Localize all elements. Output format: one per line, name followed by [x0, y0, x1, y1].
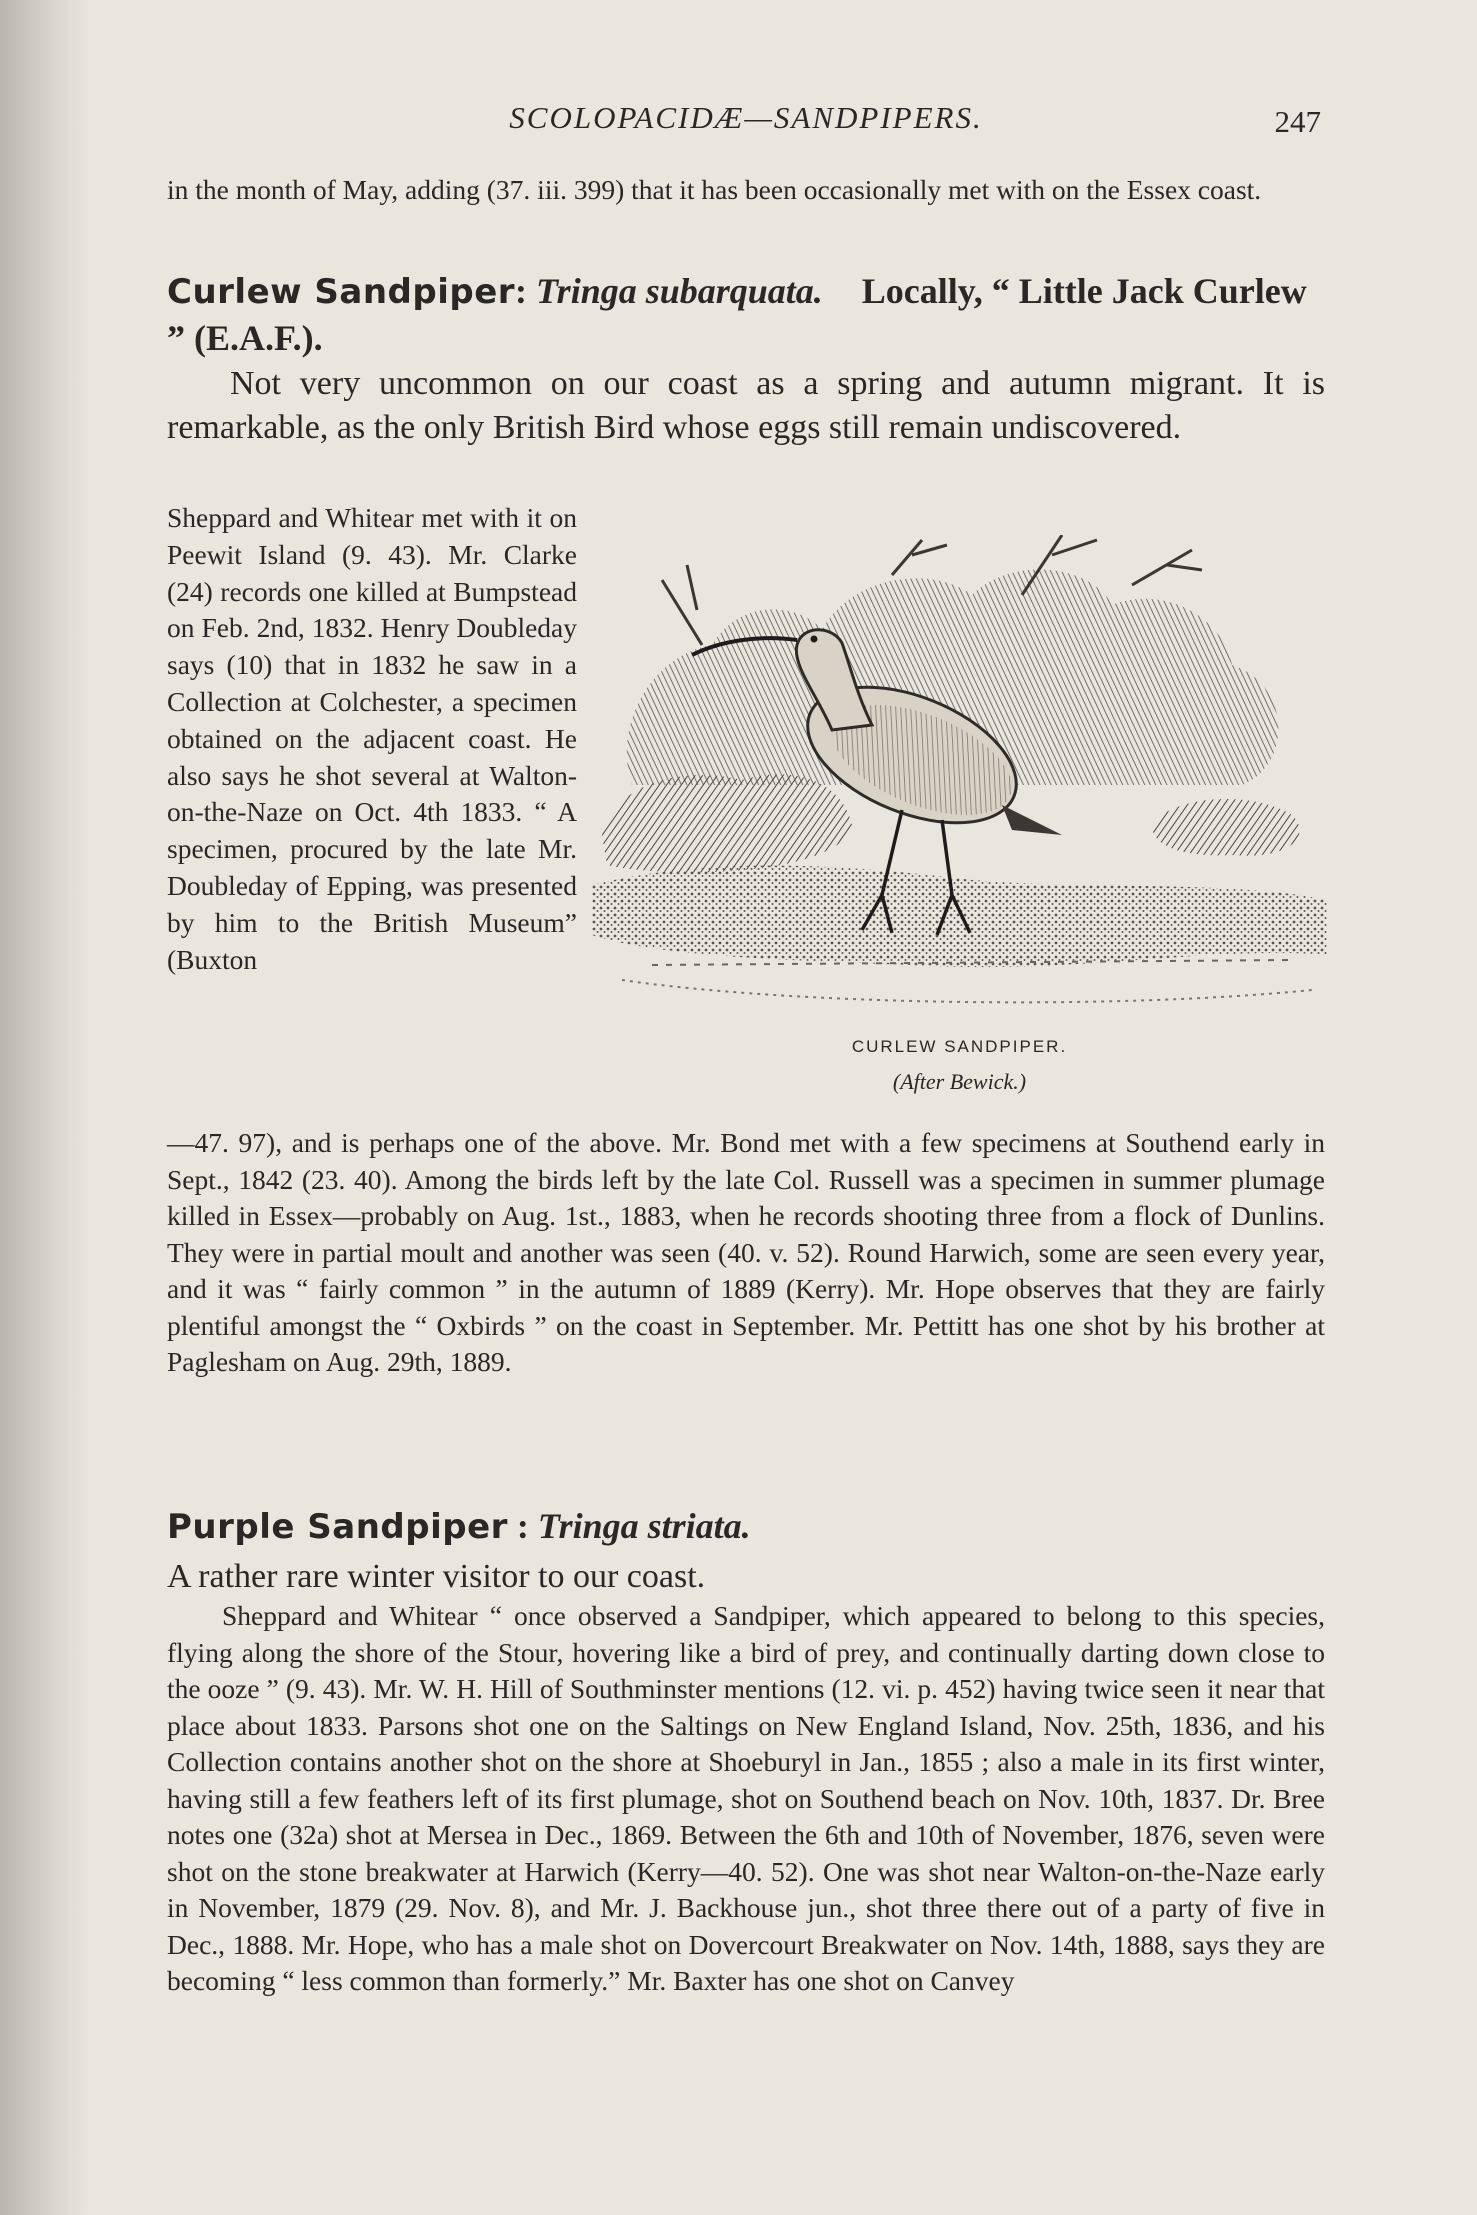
page-number: 247	[1274, 104, 1321, 139]
figure-caption-credit: (After Bewick.)	[892, 1069, 1027, 1094]
purple-common-name: Purple Sandpiper	[167, 1507, 508, 1547]
curlew-local-name: Locally, “ Little Jack Curlew ” (E.A.F.).	[167, 271, 1307, 358]
running-head	[167, 100, 1325, 140]
figure-caption-title: CURLEW SANDPIPER.	[851, 1037, 1068, 1056]
curlew-continued-paragraph: —47. 97), and is perhaps one of the above. Mr. Bond met with a few specimens at Southend early in Sept., 1842 (23. 40). Among the birds left by the late Col. Russell was a specimen in summer plumage killed in Essex—probably on Aug. 1st., 1883, when he records shooting three from a flock of Dunlins. They were in partial moult and another was seen (40. v. 52). Round Harwich, some are seen every year, and it was “ fairly common ” in the autumn of 1889 (Kerry). Mr. Hope observes that they are fairly plentiful amongst the “ Oxbirds ” on the coast in September. Mr. Pettitt has one shot by his brother at Paglesham on Aug. 29th, 1889.	[167, 1127, 1325, 1377]
curlew-sandpiper-heading	[167, 268, 1325, 361]
curlew-latin-name: Tringa subarquata.	[536, 271, 823, 311]
purple-body-paragraph: Sheppard and Whitear “ once observed a Sandpiper, which appeared to belong to this species, flying along the shore of the Stour, hovering like a bird of prey, and continually darting down close to the ooze ” (9. 43). Mr. W. H. Hill of Southminster mentions (12. vi. p. 452) having twice seen it near that place about 1833. Parsons shot one on the Saltings on New England Island, Nov. 25th, 1836, and his Collection contains another shot on the shore at Shoeburyl in Jan., 1855 ; also a male in its first winter, having still a few feathers left of its first plumage, shot on Southend beach on Nov. 10th, 1837. Dr. Bree notes one (32a) shot at Mersea in Dec., 1869. Between the 6th and 10th of November, 1876, seven were shot on the stone breakwater at Harwich (Kerry—40. 52). One was shot near Walton-on-the-Naze early in November, 1879 (29. Nov. 8), and Mr. J. Backhouse jun., shot three there out of a party of five in Dec., 1888. Mr. Hope, who has a male shot on Dovercourt Breakwater on Nov. 14th, 1888, says they are becoming “ less common than formerly.” Mr. Baxter has one shot on Canvey	[167, 1600, 1325, 1996]
curlew-heading-separator: :	[515, 271, 537, 311]
page-gutter-shadow	[0, 0, 90, 2215]
purple-lead-paragraph: A rather rare winter visitor to our coast.	[167, 1558, 706, 1595]
curlew-wrapped-text: Sheppard and Whitear met with it on Peewit Island (9. 43). Mr. Clarke (24) records one killed at Bumpstead on Feb. 2nd, 1832. Henry Doubleday says (10) that in 1832 he saw in a Collection at Colchester, a specimen obtained on the adjacent coast. He also says he shot several at Walton-on-the-Naze on Oct. 4th 1833. “ A specimen, procured by the late Mr. Doubleday of Epping, was presented by him to the British Museum” (Buxton	[167, 502, 577, 975]
purple-sandpiper-heading	[167, 1503, 1325, 1550]
purple-heading-separator: :	[507, 1506, 538, 1546]
curlew-sandpiper-engraving	[592, 535, 1327, 1030]
curlew-sandpiper-figure	[592, 535, 1327, 1110]
continuation-paragraph: in the month of May, adding (37. iii. 399) that it has been occasionally met with on the Essex coast.	[167, 174, 1262, 205]
purple-latin-name: Tringa striata.	[537, 1506, 751, 1546]
curlew-common-name: Curlew Sandpiper	[167, 272, 516, 312]
curlew-lead-paragraph: Not very uncommon on our coast as a spring and autumn migrant. It is remarkable, as the only British Bird whose eggs still remain undiscovered.	[167, 365, 1325, 446]
running-title: SCOLOPACIDÆ—SANDPIPERS.	[509, 100, 983, 135]
